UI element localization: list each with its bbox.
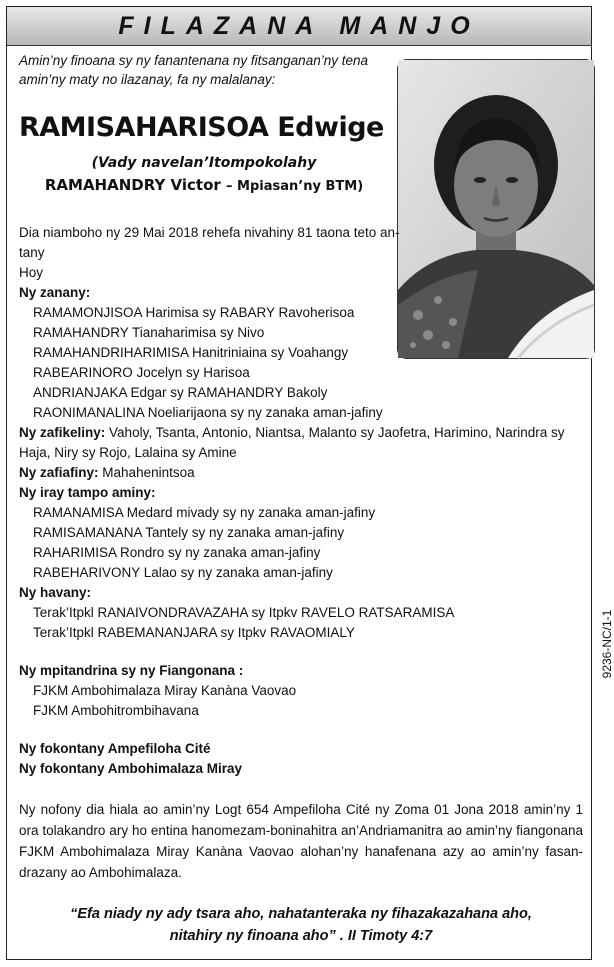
death-notice: Dia niamboho ny 29 Mai 2018 rehefa nivahiny 81 taona teto an-tany	[19, 225, 400, 260]
list-item: RAONIMANALINA Noeliarijaona sy ny zanaka aman-jafiny	[33, 405, 383, 420]
list-item: RAMAHANDRIHARIMISA Hanitriniaina sy Voahangy	[33, 345, 349, 360]
relatives-label: Ny havany:	[19, 585, 92, 600]
church-label: Ny mpitandrina sy ny Fiangonana :	[19, 663, 244, 678]
grandchildren-label: Ny zafikeliny:	[19, 425, 106, 440]
list-item: ANDRIANJAKA Edgar sy RAMAHANDRY Bakoly	[33, 385, 328, 400]
spouse-block	[19, 153, 389, 197]
header-banner	[7, 7, 591, 46]
list-item: Terak’Itpkl RABEMANANJARA sy Itpkv RAVAOMIALY	[33, 625, 355, 640]
list-item: Terak’Itpkl RANAIVONDRAVAZAHA sy Itpkv RAVELO RATSARAMISA	[33, 605, 455, 620]
spouse-title: (Vady navelan’Itompokolahy	[91, 155, 317, 171]
spouse-role: – Mpiasan’ny BTM)	[226, 179, 364, 194]
deceased-name: RAMISAHARISOA Edwige	[19, 112, 384, 143]
obituary-page	[6, 6, 614, 960]
spouse-name: RAMAHANDRY Victor	[44, 176, 221, 194]
list-item: RAMISAMANANA Tantely sy ny zanaka aman-jafiny	[33, 525, 345, 540]
quote-line: “Efa niady ny ady tsara aho, nahatanteraka ny fihazakazahana aho,	[70, 906, 532, 922]
list-item: RABEHARIVONY Lalao sy ny zanaka aman-jafiny	[33, 565, 333, 580]
list-item: RAMANAMISA Medard mivady sy ny zanaka aman-jafiny	[33, 505, 376, 520]
list-item: RAHARIMISA Rondro sy ny zanaka aman-jafiny	[33, 545, 321, 560]
children-label: Ny zanany:	[19, 285, 91, 300]
intro-text: Amin’ny finoana sy ny fanantenana ny fitsanganan’ny tena amin’ny maty no ilazanay, fa ny malalanay:	[19, 53, 368, 87]
siblings-list	[19, 503, 583, 583]
list-item: RAMAMONJISOA Harimisa sy RABARY Ravoherisoa	[33, 305, 355, 320]
list-item: RABEARINORO Jocelyn sy Harisoa	[33, 365, 250, 380]
header-title: FILAZANA MANJO	[118, 11, 480, 40]
quote-line: nitahiry ny finoana aho” . II Timoty 4:7	[169, 928, 433, 944]
spouse-line	[19, 175, 389, 197]
hoy-text: Hoy	[19, 265, 44, 280]
list-item: RAMAHANDRY Tianaharimisa sy Nivo	[33, 325, 265, 340]
relatives-list	[19, 603, 583, 643]
obituary-content	[19, 51, 583, 947]
children-list	[19, 303, 583, 423]
list-item: FJKM Ambohimalaza Miray Kanàna Vaovao	[33, 683, 297, 698]
fokontany-item: Ny fokontany Ampefiloha Cité	[19, 741, 211, 756]
fokontany-block	[19, 739, 583, 779]
siblings-label: Ny iray tampo aminy:	[19, 485, 156, 500]
fokontany-item: Ny fokontany Ambohimalaza Miray	[19, 761, 243, 776]
grandchildren-block	[19, 423, 583, 463]
list-item: FJKM Ambohitrombihavana	[33, 703, 199, 718]
funeral-text: Ny nofony dia hiala ao amin’ny Logt 654 Ampefiloha Cité ny Zoma 01 Jona 2018 amin’ny 1 ora tolakandro ary ho entina hanomezam-boninahitra an’Andriamanitra ao amin’ny fiangonana FJKM Ambohimalaza Miray Kanàna Vaovao alohan’ny hanafenana azy ao amin’ny fasan-drazany ao Ambohimalaza.	[19, 802, 583, 880]
great-grandchildren-text: Mahahenintsoa	[102, 465, 195, 480]
great-grandchildren-label: Ny zafiafiny:	[19, 465, 99, 480]
grandchildren-text: Vaholy, Tsanta, Antonio, Niantsa, Malanto sy Jaofetra, Harimino, Narindra sy Haja, Niry sy Rojo, Lalaina sy Amine	[19, 425, 565, 460]
church-list	[19, 681, 583, 721]
great-grandchildren-block	[19, 463, 583, 483]
bible-quote	[19, 903, 583, 947]
reference-code: 9236-NC/1-1	[600, 609, 614, 679]
